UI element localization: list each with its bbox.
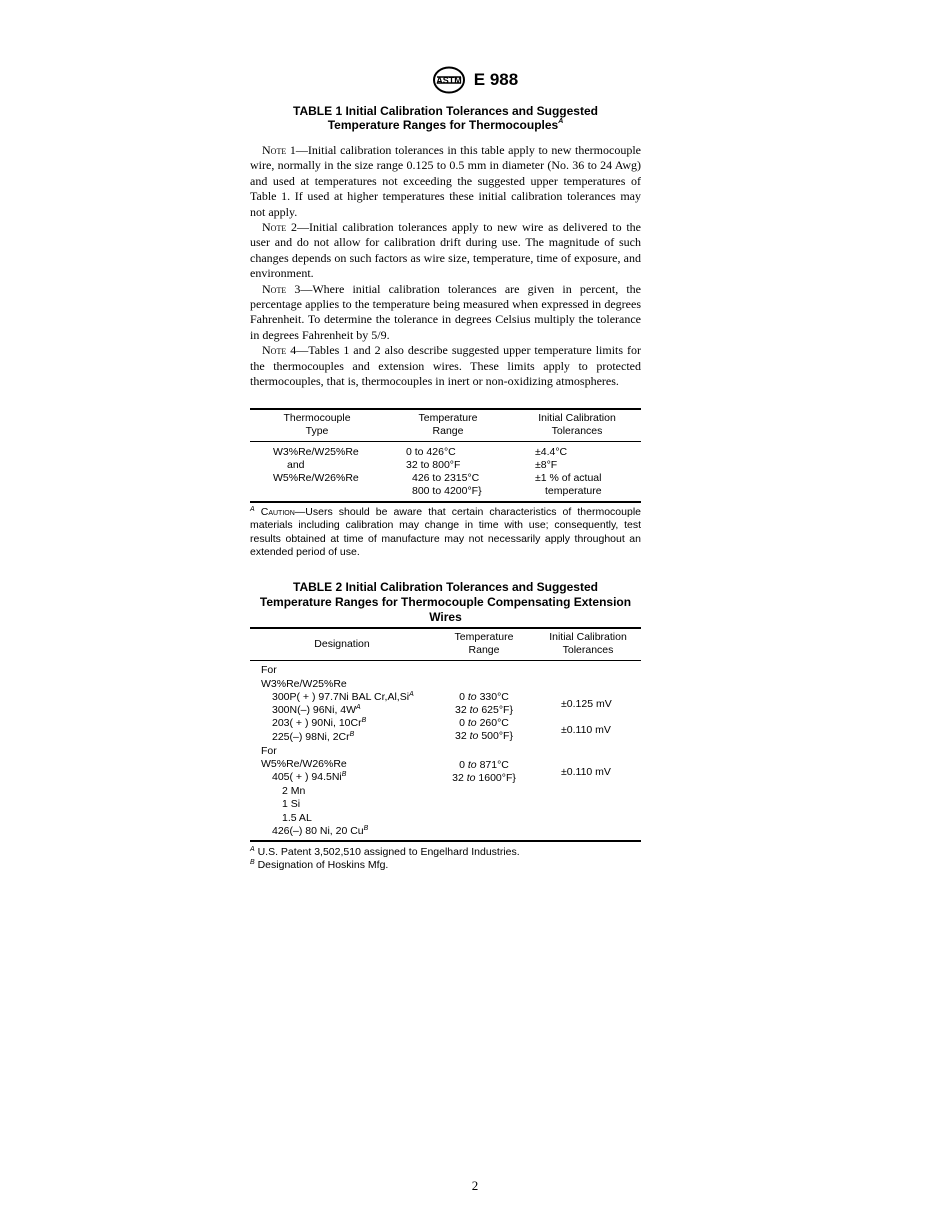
table2-top-rule <box>250 627 641 629</box>
table1-notes <box>250 143 641 390</box>
table2-designation-row: 1.5 AL <box>282 812 312 824</box>
table2-range-cell: 0 to 871°C 32 to 1600°F} <box>452 759 516 784</box>
table2-tolerance-cell: ±0.110 mV <box>561 724 611 736</box>
table2-tolerance-cell: ±0.125 mV <box>561 698 612 710</box>
table1-range-cell: 0 to 426°C 32 to 800°F 426 to 2315°C 800 to 4200°F} <box>406 446 482 497</box>
table1-header-type: Thermocouple Type <box>283 412 351 437</box>
table2-group1-thermocouple: W3%Re/W25%Re <box>261 678 347 690</box>
table1-type-cell: W3%Re/W25%Re and W5%Re/W26%Re <box>273 446 359 484</box>
table2-designation-row: 405( + ) $94.5Ni^B$ <box>272 771 347 783</box>
table2-group2-for: For <box>261 745 277 757</box>
note-3: Note 3—Where initial calibration tolerances are given in percent, the percentage applies to the temperature being measured when expressed in degrees Fahrenheit. To determine the tolerance in degrees Celsius multiply the tolerance in degrees Fahrenheit by 5/9. <box>250 281 642 342</box>
table2-header-designation: Designation <box>314 638 370 650</box>
table2-range-cell: 0 to 330°C 32 to 625°F} <box>455 691 513 716</box>
table2-designation-row: 300N(–) 96Ni, $4W^A$ <box>272 704 361 716</box>
table2-header-range: Temperature Range <box>454 631 514 656</box>
table2-bottom-rule <box>250 840 641 842</box>
table1-top-rule <box>250 408 641 410</box>
table2-footnote-a: $^A$ U.S. Patent 3,502,510 assigned to Engelhard Industries. <box>250 846 520 858</box>
table2-caption: TABLE 2 Initial Calibration Tolerances and Suggested Temperature Ranges for Thermocouple Compensating Extension Wires <box>259 580 632 624</box>
table2-designation-row: 2 Mn <box>282 785 306 797</box>
table2-range-cell: 0 to 260°C 32 to 500°F} <box>455 717 513 742</box>
table1-header-rule <box>250 441 641 442</box>
table2-designation-row: 300P( + ) 97.7Ni BAL $Cr,Al,Si^A$ <box>272 691 414 703</box>
note-1: Note 1—Initial calibration tolerances in this table apply to new thermocouple wire, normally in the size range 0.125 to 0.5 mm in diameter (No. 36 to 24 Awg) and used at temperatures not exceeding the suggested upper temperatures of Table 1. If used at higher temperatures these initial calibration tolerances may not apply. <box>250 143 642 219</box>
table2-designation-row: 203( + ) 90Ni, $10Cr^B$ <box>272 717 367 729</box>
table2-header-rule <box>250 660 641 661</box>
table1-header-range: Temperature Range <box>418 412 478 437</box>
table1-tolerance-cell: ±4.4°C ±8°F ±1 % of actual temperature <box>535 446 602 497</box>
table2-designation-row: 1 Si <box>282 798 301 810</box>
table1-bottom-rule <box>250 501 641 503</box>
table2-header-tolerance: Initial Calibration Tolerances <box>549 631 627 656</box>
table2-footnote-b: $^B$ Designation of Hoskins Mfg. <box>250 859 389 872</box>
note-4: Note 4—Tables 1 and 2 also describe suggested upper temperature limits for the thermocouples and extension wires. These limits apply to protected thermocouples, that is, thermocouples in inert or non-oxidizing atmospheres. <box>250 343 642 389</box>
table2-footnotes <box>250 846 641 873</box>
table1-footnote: $^A$ Caution—Users should be aware that certain characteristics of thermocouple materials including calibration may change in time with use; consequently, test results obtained at time of manufacture may not necessarily apply throughout an extended period of use. <box>250 506 642 558</box>
table1-caption: TABLE 1 Initial Calibration Tolerances and Suggested Temperature Ranges for Thermocouples$^A$ <box>293 104 598 132</box>
table2-designation-row: 225(–) 98Ni, $2Cr^B$ <box>272 731 355 743</box>
note-2: Note 2—Initial calibration tolerances apply to new wire as delivered to the user and do not allow for calibration drift during use. The magnitude of such changes depends on such factors as wire size, temperature, time of exposure, and environment. <box>250 220 641 281</box>
document-id: E 988 <box>473 70 519 89</box>
astm-logo-icon <box>432 66 466 94</box>
page-number: 2 <box>471 1178 479 1193</box>
table1-header-tolerance: Initial Calibration Tolerances <box>538 412 616 437</box>
table2-tolerance-cell: ±0.110 mV <box>561 766 611 778</box>
document-header <box>0 66 950 94</box>
table2-designation-row: 426(–) 80 Ni, 20 $Cu^B$ <box>272 825 369 837</box>
table2-group1-for: For <box>261 664 277 676</box>
svg-text:ASTM: ASTM <box>436 75 462 86</box>
table2-group2-thermocouple: W5%Re/W26%Re <box>261 758 347 770</box>
